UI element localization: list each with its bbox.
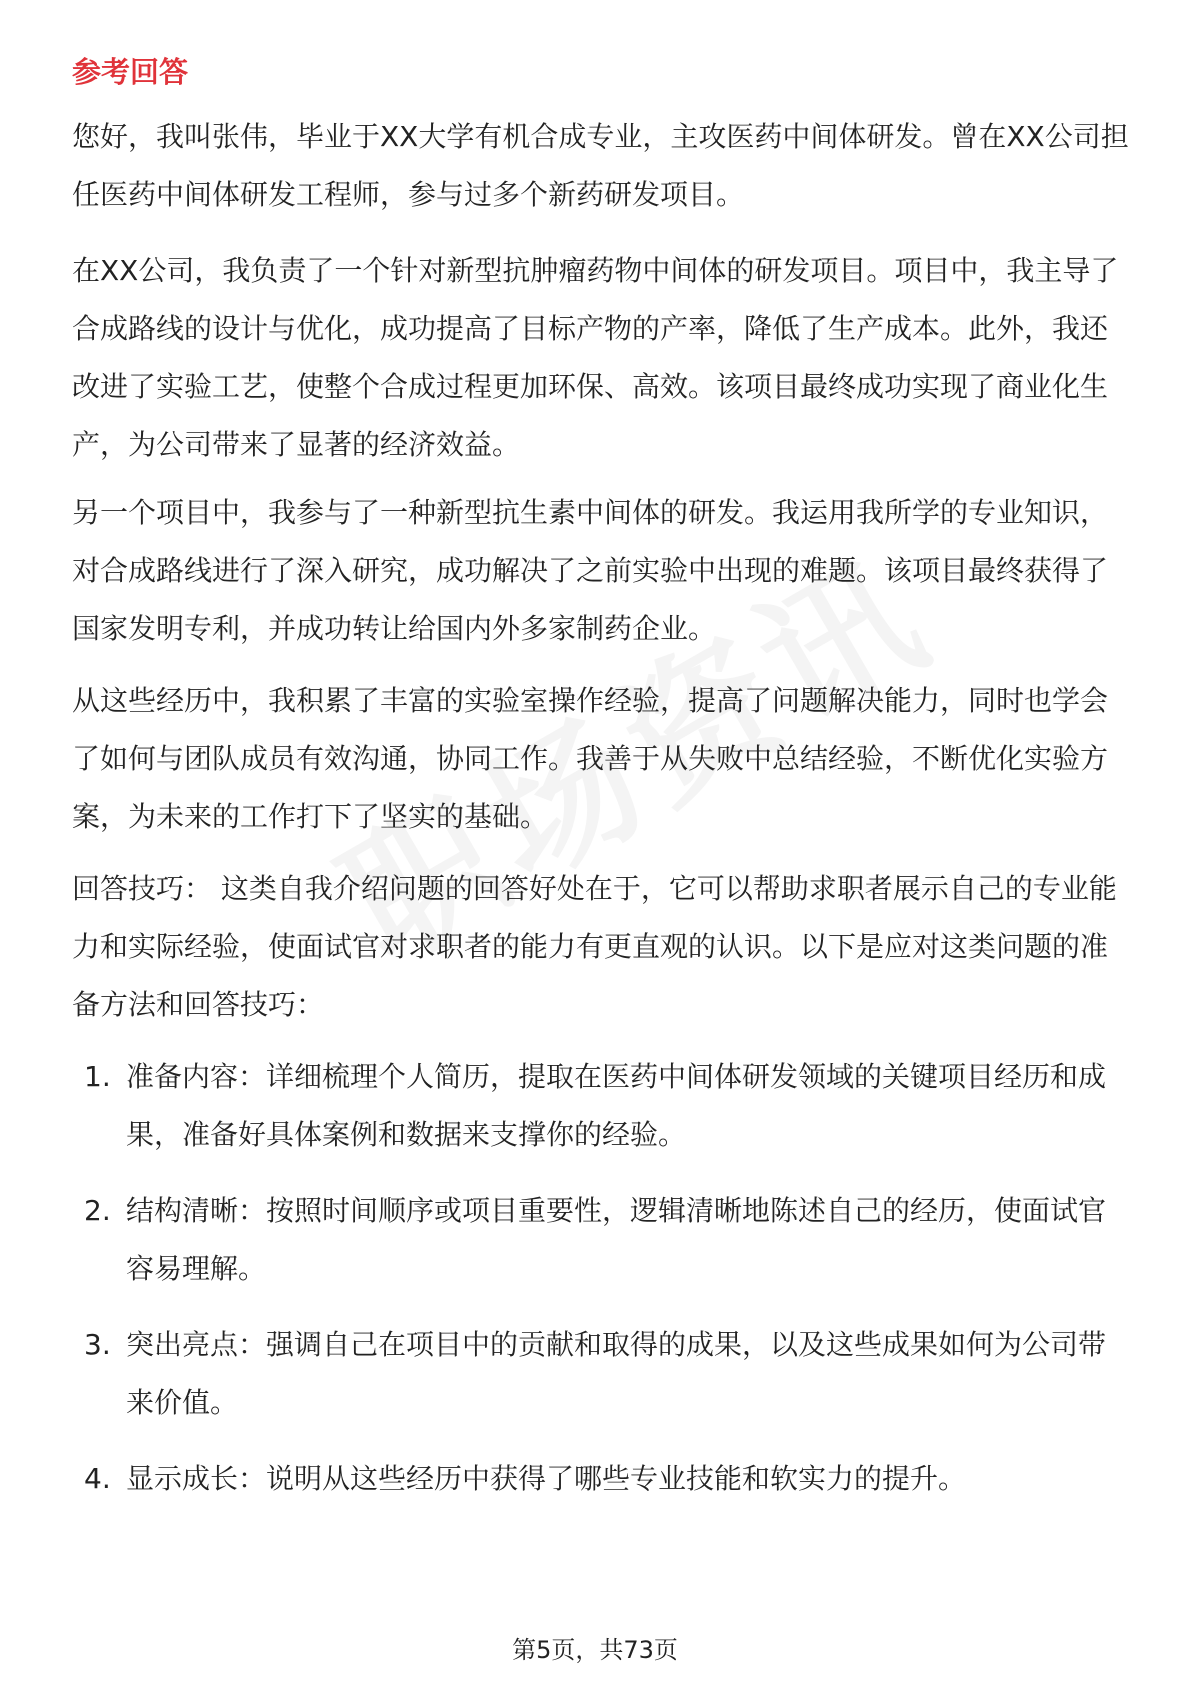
list-number: 4. [84, 1462, 111, 1495]
paragraph-project-two: 另一个项目中，我参与了一种新型抗生素中间体的研发。我运用我所学的专业知识，对合成路线进行了深入研究，成功解决了之前实验中出现的难题。该项目最终获得了国家发明专利，并成功转让给国内外多家制药企业。 [72, 496, 1109, 645]
page-number: 第5页，共73页 [512, 1636, 678, 1664]
list-text: 结构清晰：按照时间顺序或项目重要性，逻辑清晰地陈述自己的经历，使面试官容易理解。 [126, 1194, 1107, 1285]
section-heading: 参考回答 [72, 55, 189, 89]
paragraph-intro: 您好，我叫张伟，毕业于XX大学有机合成专业，主攻医药中间体研发。曾在XX公司担任医药中间体研发工程师，参与过多个新药研发项目。 [72, 120, 1129, 211]
paragraph-tips: 回答技巧： 这类自我介绍问题的回答好处在于，它可以帮助求职者展示自己的专业能力和实际经验，使面试官对求职者的能力有更直观的认识。以下是应对这类问题的准备方法和回答技巧： [72, 872, 1117, 1021]
list-text: 显示成长：说明从这些经历中获得了哪些专业技能和软实力的提升。 [126, 1462, 967, 1495]
paragraph-experience: 从这些经历中，我积累了丰富的实验室操作经验，提高了问题解决能力，同时也学会了如何与团队成员有效沟通，协同工作。我善于从失败中总结经验，不断优化实验方案，为未来的工作打下了坚实的基础。 [72, 684, 1109, 833]
list-text: 突出亮点：强调自己在项目中的贡献和取得的成果，以及这些成果如何为公司带来价值。 [126, 1328, 1107, 1419]
list-text: 准备内容：详细梳理个人简历，提取在医药中间体研发领域的关键项目经历和成果，准备好具体案例和数据来支撑你的经验。 [126, 1060, 1107, 1151]
paragraph-project-one: 在XX公司，我负责了一个针对新型抗肿瘤药物中间体的研发项目。项目中，我主导了合成路线的设计与优化，成功提高了目标产物的产率，降低了生产成本。此外，我还改进了实验工艺，使整个合成过程更加环保、高效。该项目最终成功实现了商业化生产，为公司带来了显著的经济效益。 [72, 254, 1119, 461]
list-number: 2. [84, 1194, 111, 1227]
list-number: 3. [84, 1328, 111, 1361]
list-number: 1. [84, 1060, 111, 1093]
